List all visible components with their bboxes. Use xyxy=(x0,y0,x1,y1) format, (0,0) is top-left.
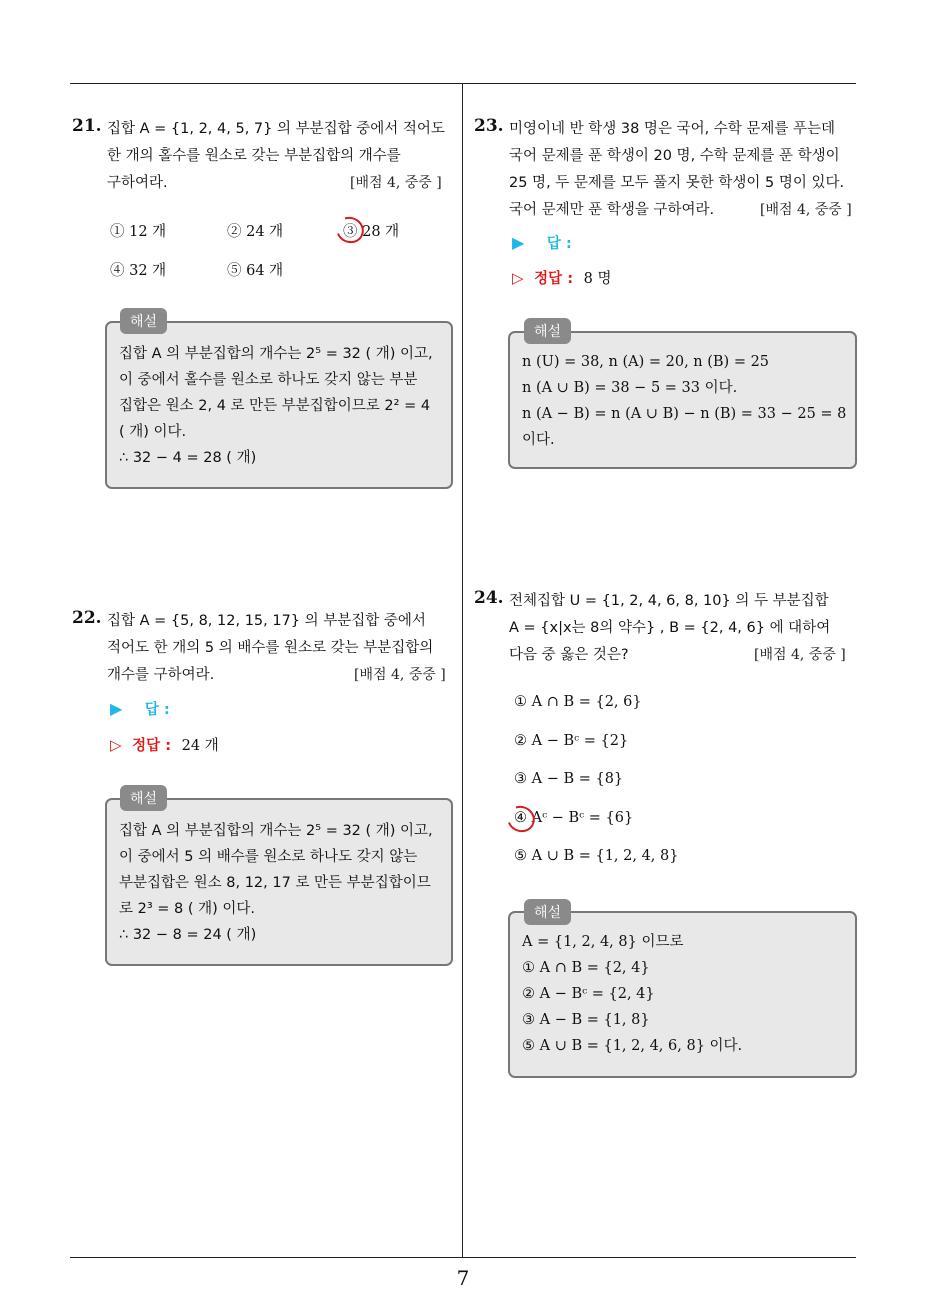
page-number: 7 xyxy=(456,1266,470,1290)
solution-value: 24 개 xyxy=(181,738,219,754)
outline-triangle-icon: ▷ xyxy=(512,269,524,287)
problem-line: 개수를 구하여라. xyxy=(107,667,215,683)
solution-value: 8 명 xyxy=(583,271,612,287)
explanation-line: 집합 A 의 부분집합의 개수는 2⁵ = 32 ( 개) 이고, xyxy=(119,823,433,839)
explanation-line: ② A − Bᶜ = {2, 4} xyxy=(522,986,655,1002)
option-4[interactable]: ④ Aᶜ − Bᶜ = {6} xyxy=(514,810,634,826)
explanation-line: n (A ∪ B) = 38 − 5 = 33 이다. xyxy=(522,380,738,396)
solution-row xyxy=(512,267,611,288)
problem-line: 집합 A = {1, 2, 4, 5, 7} 의 부분집합 중에서 적어도 xyxy=(107,121,445,137)
answer-mark-circle xyxy=(332,212,368,247)
explanation-line: 집합은 원소 2, 4 로 만든 부분집합이므로 2² = 4 xyxy=(119,398,431,414)
problem-number: 23. xyxy=(474,116,504,136)
explanation-line: 이다. xyxy=(522,432,555,448)
explanation-text xyxy=(119,818,433,948)
explanation-line: ① A ∩ B = {2, 4} xyxy=(522,960,650,976)
problem-22 xyxy=(72,608,457,968)
explanation-tab: 해설 xyxy=(120,308,167,334)
problem-line: 구하여라. xyxy=(107,175,168,191)
problem-number: 24. xyxy=(474,588,504,608)
problem-23 xyxy=(474,116,864,476)
column-divider xyxy=(462,83,463,1257)
explanation-line: 집합 A 의 부분집합의 개수는 2⁵ = 32 ( 개) 이고, xyxy=(119,346,433,362)
solution-row xyxy=(110,734,219,755)
explanation-line: 이 중에서 5 의 배수를 원소로 하나도 갖지 않는 xyxy=(119,849,418,865)
problem-line: A = {x|x는 8의 약수} , B = {2, 4, 6} 에 대하여 xyxy=(509,620,831,636)
answer-label: 답 : xyxy=(144,702,170,718)
option-1[interactable]: ① 12 개 xyxy=(110,224,167,240)
top-rule xyxy=(70,83,856,84)
outline-triangle-icon: ▷ xyxy=(110,736,122,754)
problem-line: 국어 문제를 푼 학생이 20 명, 수학 문제를 푼 학생이 xyxy=(509,148,840,164)
problem-line: 전체집합 U = {1, 2, 4, 6, 8, 10} 의 두 부분집합 xyxy=(509,593,829,609)
explanation-line: n (U) = 38, n (A) = 20, n (B) = 25 xyxy=(522,354,770,370)
play-icon: ▶ xyxy=(110,699,123,718)
explanation-text xyxy=(522,349,846,453)
option-2[interactable]: ② 24 개 xyxy=(227,224,284,240)
problem-line: 집합 A = {5, 8, 12, 15, 17} 의 부분집합 중에서 xyxy=(107,613,426,629)
explanation-line: ( 개) 이다. xyxy=(119,424,187,440)
problem-line: 25 명, 두 문제를 모두 풀지 못한 학생이 5 명이 있다. xyxy=(509,175,845,191)
explanation-line: A = {1, 2, 4, 8} 이므로 xyxy=(522,934,684,950)
explanation-tab: 해설 xyxy=(120,785,167,811)
explanation-line: ∴ 32 − 8 = 24 ( 개) xyxy=(119,927,257,943)
problem-number: 21. xyxy=(72,116,102,136)
explanation-line: ∴ 32 − 4 = 28 ( 개) xyxy=(119,450,257,466)
problem-line: 적어도 한 개의 5 의 배수를 원소로 갖는 부분집합의 xyxy=(107,640,434,656)
option-5[interactable]: ⑤ A ∪ B = {1, 2, 4, 8} xyxy=(514,848,679,864)
explanation-text xyxy=(119,341,433,471)
problem-21 xyxy=(72,116,457,496)
answer-label: 답 : xyxy=(546,236,572,252)
explanation-box xyxy=(105,798,453,966)
explanation-tab: 해설 xyxy=(524,318,571,344)
problem-number: 22. xyxy=(72,608,102,628)
explanation-line: ⑤ A ∪ B = {1, 2, 4, 6, 8} 이다. xyxy=(522,1038,743,1054)
explanation-line: n (A − B) = n (A ∪ B) − n (B) = 33 − 25 = 8 xyxy=(522,406,847,422)
score-label: [배점 4, 중중 ] xyxy=(350,175,442,191)
bottom-rule xyxy=(70,1257,856,1258)
answer-row xyxy=(110,698,170,719)
problem-line: 국어 문제만 푼 학생을 구하여라. xyxy=(509,202,715,218)
option-3[interactable]: ③ 28 개 xyxy=(343,224,400,240)
explanation-line: 이 중에서 홀수를 원소로 하나도 갖지 않는 부분 xyxy=(119,372,418,388)
score-label: [배점 4, 중중 ] xyxy=(760,202,852,218)
option-1[interactable]: ① A ∩ B = {2, 6} xyxy=(514,694,642,710)
answer-mark-circle xyxy=(503,801,539,836)
answer-row xyxy=(512,232,572,253)
solution-label: 정답 : xyxy=(534,271,574,287)
problem-line: 미영이네 반 학생 38 명은 국어, 수학 문제를 푸는데 xyxy=(509,121,836,137)
problem-line: 다음 중 옳은 것은? xyxy=(509,647,629,663)
explanation-line: 로 2³ = 8 ( 개) 이다. xyxy=(119,901,256,917)
problem-line: 한 개의 홀수를 원소로 갖는 부분집합의 개수를 xyxy=(107,148,401,164)
explanation-line: 부분집합은 원소 8, 12, 17 로 만든 부분집합이므 xyxy=(119,875,431,891)
explanation-box xyxy=(508,911,857,1078)
explanation-box xyxy=(508,331,857,469)
explanation-line: ③ A − B = {1, 8} xyxy=(522,1012,650,1028)
score-label: [배점 4, 중중 ] xyxy=(354,667,446,683)
explanation-tab: 해설 xyxy=(524,899,571,925)
option-3[interactable]: ③ A − B = {8} xyxy=(514,771,624,787)
option-5[interactable]: ⑤ 64 개 xyxy=(227,263,284,279)
explanation-text xyxy=(522,929,742,1059)
solution-label: 정답 : xyxy=(132,738,172,754)
play-icon: ▶ xyxy=(512,233,525,252)
option-4[interactable]: ④ 32 개 xyxy=(110,263,167,279)
problem-24 xyxy=(474,588,864,1088)
score-label: [배점 4, 중중 ] xyxy=(754,647,846,663)
explanation-box xyxy=(105,321,453,489)
option-2[interactable]: ② A − Bᶜ = {2} xyxy=(514,733,629,749)
